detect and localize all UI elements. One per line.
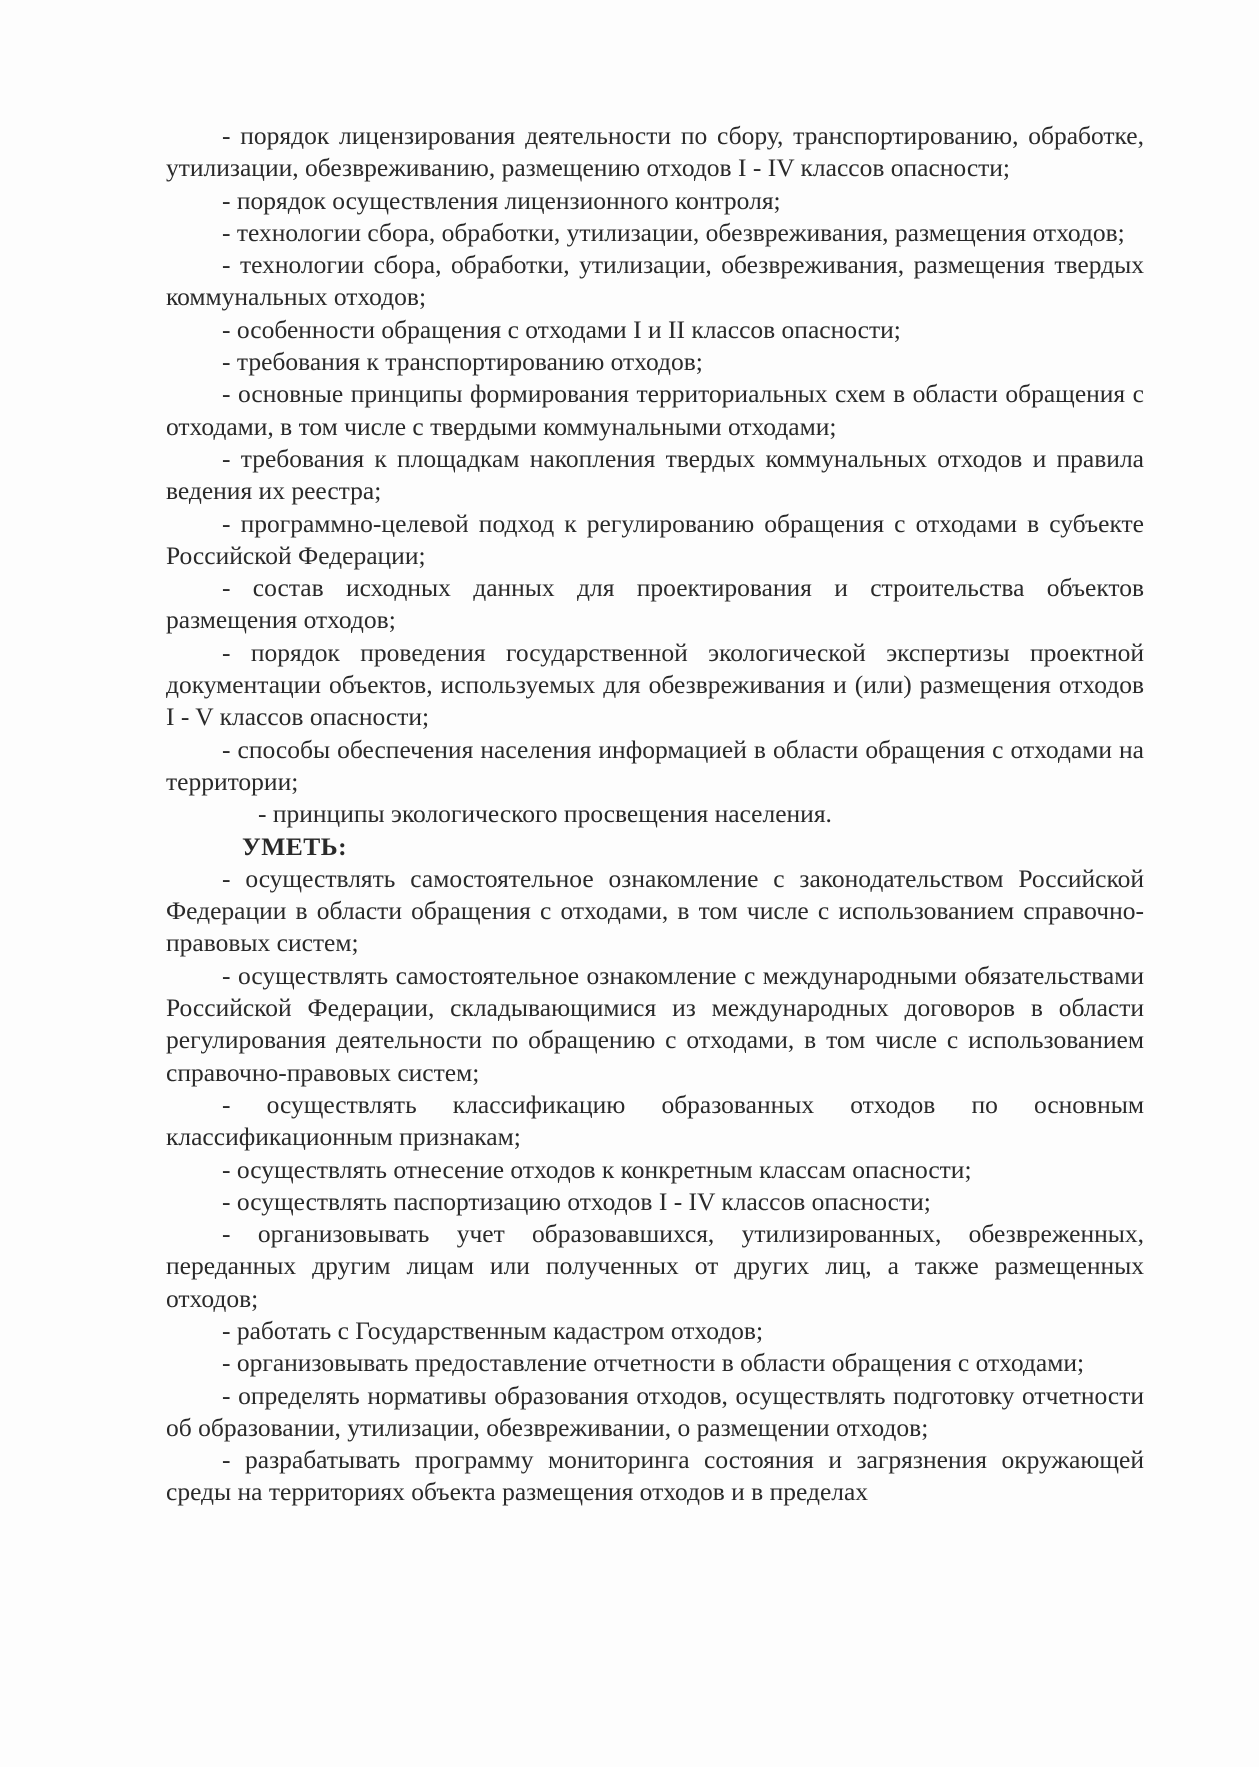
list-item: - особенности обращения с отходами I и II классов опасности; (222, 314, 901, 344)
list-item: - определять нормативы образования отходов, осуществлять подготовку отчетности об образовании, утилизации, обезвреживании, о размещении отходов; (166, 1380, 1144, 1442)
document-body (166, 120, 1144, 1509)
list-item: - осуществлять классификацию образованных отходов по основным классификационным признакам; (166, 1089, 1144, 1152)
list-item: - технологии сбора, обработки, утилизации, обезвреживания, размещения отходов; (222, 217, 1125, 247)
list-item: - программно-целевой подход к регулированию обращения с отходами в субъекте Российской Федерации; (166, 508, 1144, 570)
list-item: - способы обеспечения населения информацией в области обращения с отходами на территории; (166, 734, 1144, 796)
list-item: - организовывать предоставление отчетности в области обращения с отходами; (222, 1348, 1085, 1378)
section-heading: УМЕТЬ: (242, 831, 348, 861)
list-item: - порядок лицензирования деятельности по сбору, транспортированию, обработке, утилизации, обезвреживанию, размещению отходов I - IV классов опасности; (166, 121, 1144, 183)
list-item: - осуществлять отнесение отходов к конкретным классам опасности; (222, 1154, 972, 1184)
list-item: - состав исходных данных для проектирования и строительства объектов размещения отходов; (166, 573, 1144, 635)
list-item: - требования к площадкам накопления твердых коммунальных отходов и правила ведения их реестра; (166, 443, 1144, 506)
list-item: - осуществлять самостоятельное ознакомление с международными обязательствами Российской Федерации, складывающимися из международных договоров в области регулирования деятельности по обращению с отходами, в том числе с использованием справочно-правовых систем; (166, 960, 1144, 1087)
list-item: - требования к транспортированию отходов; (222, 347, 703, 377)
list-item: - разрабатывать программу мониторинга состояния и загрязнения окружающей среды на территориях объекта размещения отходов и в пределах (166, 1445, 1144, 1507)
list-item: - порядок осуществления лицензионного контроля; (222, 185, 781, 215)
list-item: - технологии сбора, обработки, утилизации, обезвреживания, размещения твердых коммунальных отходов; (166, 250, 1144, 312)
list-item: - принципы экологического просвещения населения. (258, 799, 832, 829)
list-item: - основные принципы формирования территориальных схем в области обращения с отходами, в том числе с твердыми коммунальными отходами; (166, 379, 1144, 441)
list-item: - порядок проведения государственной экологической экспертизы проектной документации объектов, используемых для обезвреживания и (или) размещения отходов I - V классов опасности; (166, 637, 1144, 732)
list-item: - осуществлять самостоятельное ознакомление с законодательством Российской Федерации в области обращения с отходами, в том числе с использованием справочно-правовых систем; (166, 863, 1144, 958)
list-item: - осуществлять паспортизацию отходов I - IV классов опасности; (222, 1186, 931, 1216)
list-item: - работать с Государственным кадастром отходов; (222, 1315, 764, 1345)
list-item: - организовывать учет образовавшихся, утилизированных, обезвреженных, переданных другим лицам или полученных от других лиц, а также размещенных отходов; (166, 1219, 1144, 1313)
